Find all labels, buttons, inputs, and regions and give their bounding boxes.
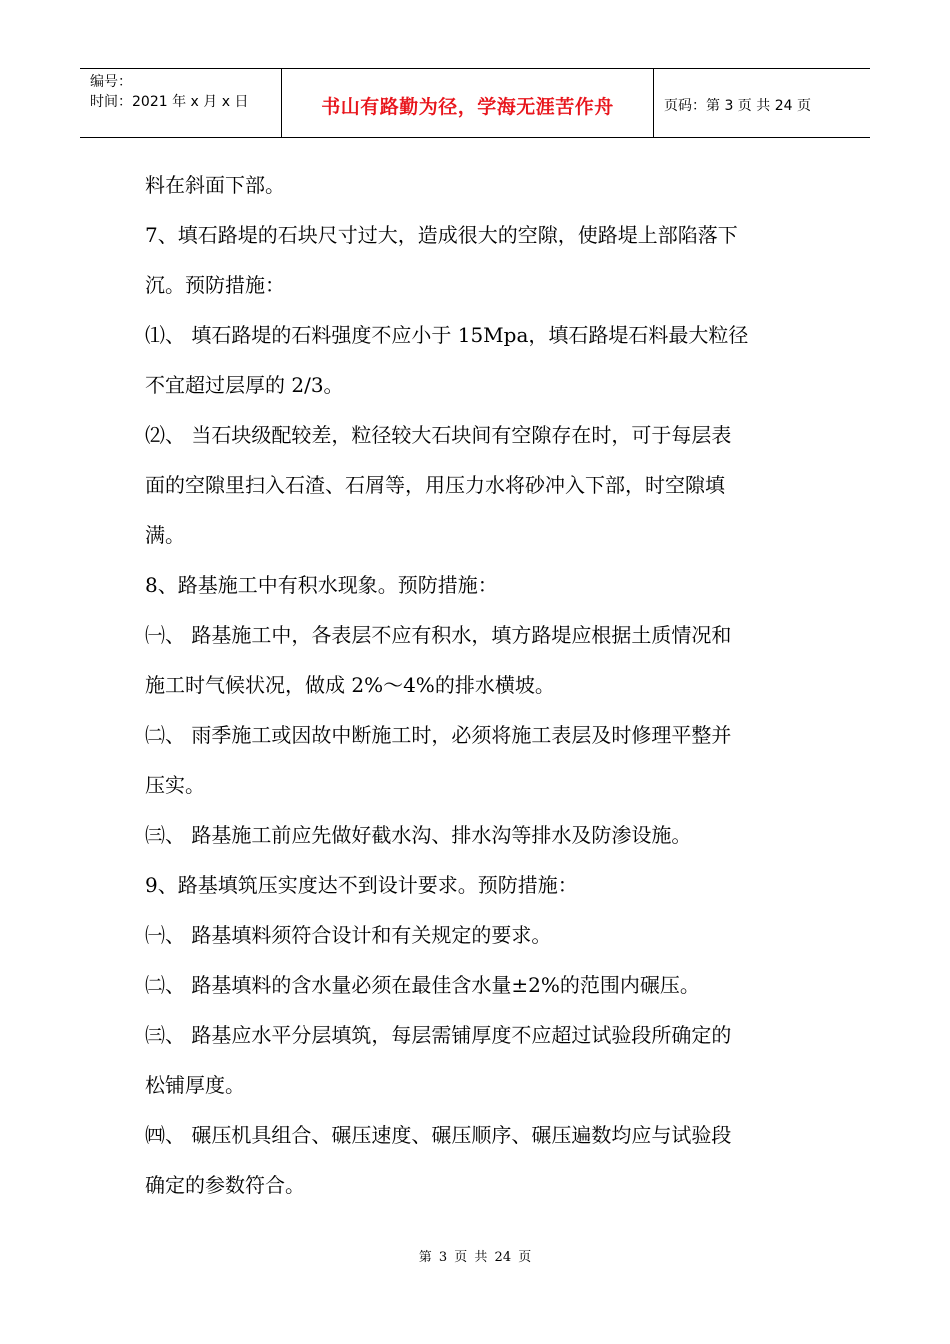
body-line: 确定的参数符合。 xyxy=(145,1173,305,1197)
body-line: 压实。 xyxy=(145,773,205,797)
body-line: ㈣、 碾压机具组合、碾压速度、碾压顺序、碾压遍数均应与试验段 xyxy=(145,1123,732,1147)
body-line: 施工时气候状况，做成 2%～4%的排水横坡。 xyxy=(145,673,555,697)
body-line: ㈢、 路基应水平分层填筑，每层需铺厚度不应超过试验段所确定的 xyxy=(145,1023,732,1047)
body-line: ⑵、 当石块级配较差，粒径较大石块间有空隙存在时，可于每层表 xyxy=(145,423,732,447)
body-line: ㈠、 路基施工中，各表层不应有积水，填方路堤应根据土质情况和 xyxy=(145,623,732,647)
body-line: 不宜超过层厚的 2/3。 xyxy=(145,373,344,397)
body-line: 8、路基施工中有积水现象。预防措施： xyxy=(145,573,498,597)
header-motto: 书山有路勤为径，学海无涯苦作舟 xyxy=(321,95,614,118)
header-meta-cell xyxy=(80,69,282,137)
body-line: ㈡、 路基填料的含水量必须在最佳含水量±2%的范围内碾压。 xyxy=(145,973,700,997)
footer-page-number: 第 3 页 共 24 页 xyxy=(418,1250,532,1265)
body-line: 沉。预防措施： xyxy=(145,273,285,297)
body-line: ㈢、 路基施工前应先做好截水沟、排水沟等排水及防渗设施。 xyxy=(145,823,692,847)
body-line: ⑴、 填石路堤的石料强度不应小于 15Mpa，填石路堤石料最大粒径 xyxy=(145,323,749,347)
body-line: 松铺厚度。 xyxy=(145,1073,245,1097)
body-line: 面的空隙里扫入石渣、石屑等，用压力水将砂冲入下部，时空隙填 xyxy=(145,473,725,497)
document-header xyxy=(80,68,870,138)
body-line: 料在斜面下部。 xyxy=(145,173,285,197)
header-page-cell xyxy=(654,69,870,137)
header-motto-cell xyxy=(282,69,654,137)
header-page-info: 页码：第 3 页 共 24 页 xyxy=(664,98,811,114)
document-body xyxy=(145,160,815,1210)
body-line: ㈡、 雨季施工或因故中断施工时，必须将施工表层及时修理平整并 xyxy=(145,723,732,747)
body-line: 9、路基填筑压实度达不到设计要求。预防措施： xyxy=(145,873,578,897)
body-line: 7、填石路堤的石块尺寸过大，造成很大的空隙，使路堤上部陷落下 xyxy=(145,223,738,247)
document-number-label: 编号： xyxy=(90,74,132,90)
body-line: 满。 xyxy=(145,523,185,547)
body-line: ㈠、 路基填料须符合设计和有关规定的要求。 xyxy=(145,923,552,947)
page-footer xyxy=(0,1246,950,1265)
document-time-label: 时间：2021 年 x 月 x 日 xyxy=(90,94,249,110)
